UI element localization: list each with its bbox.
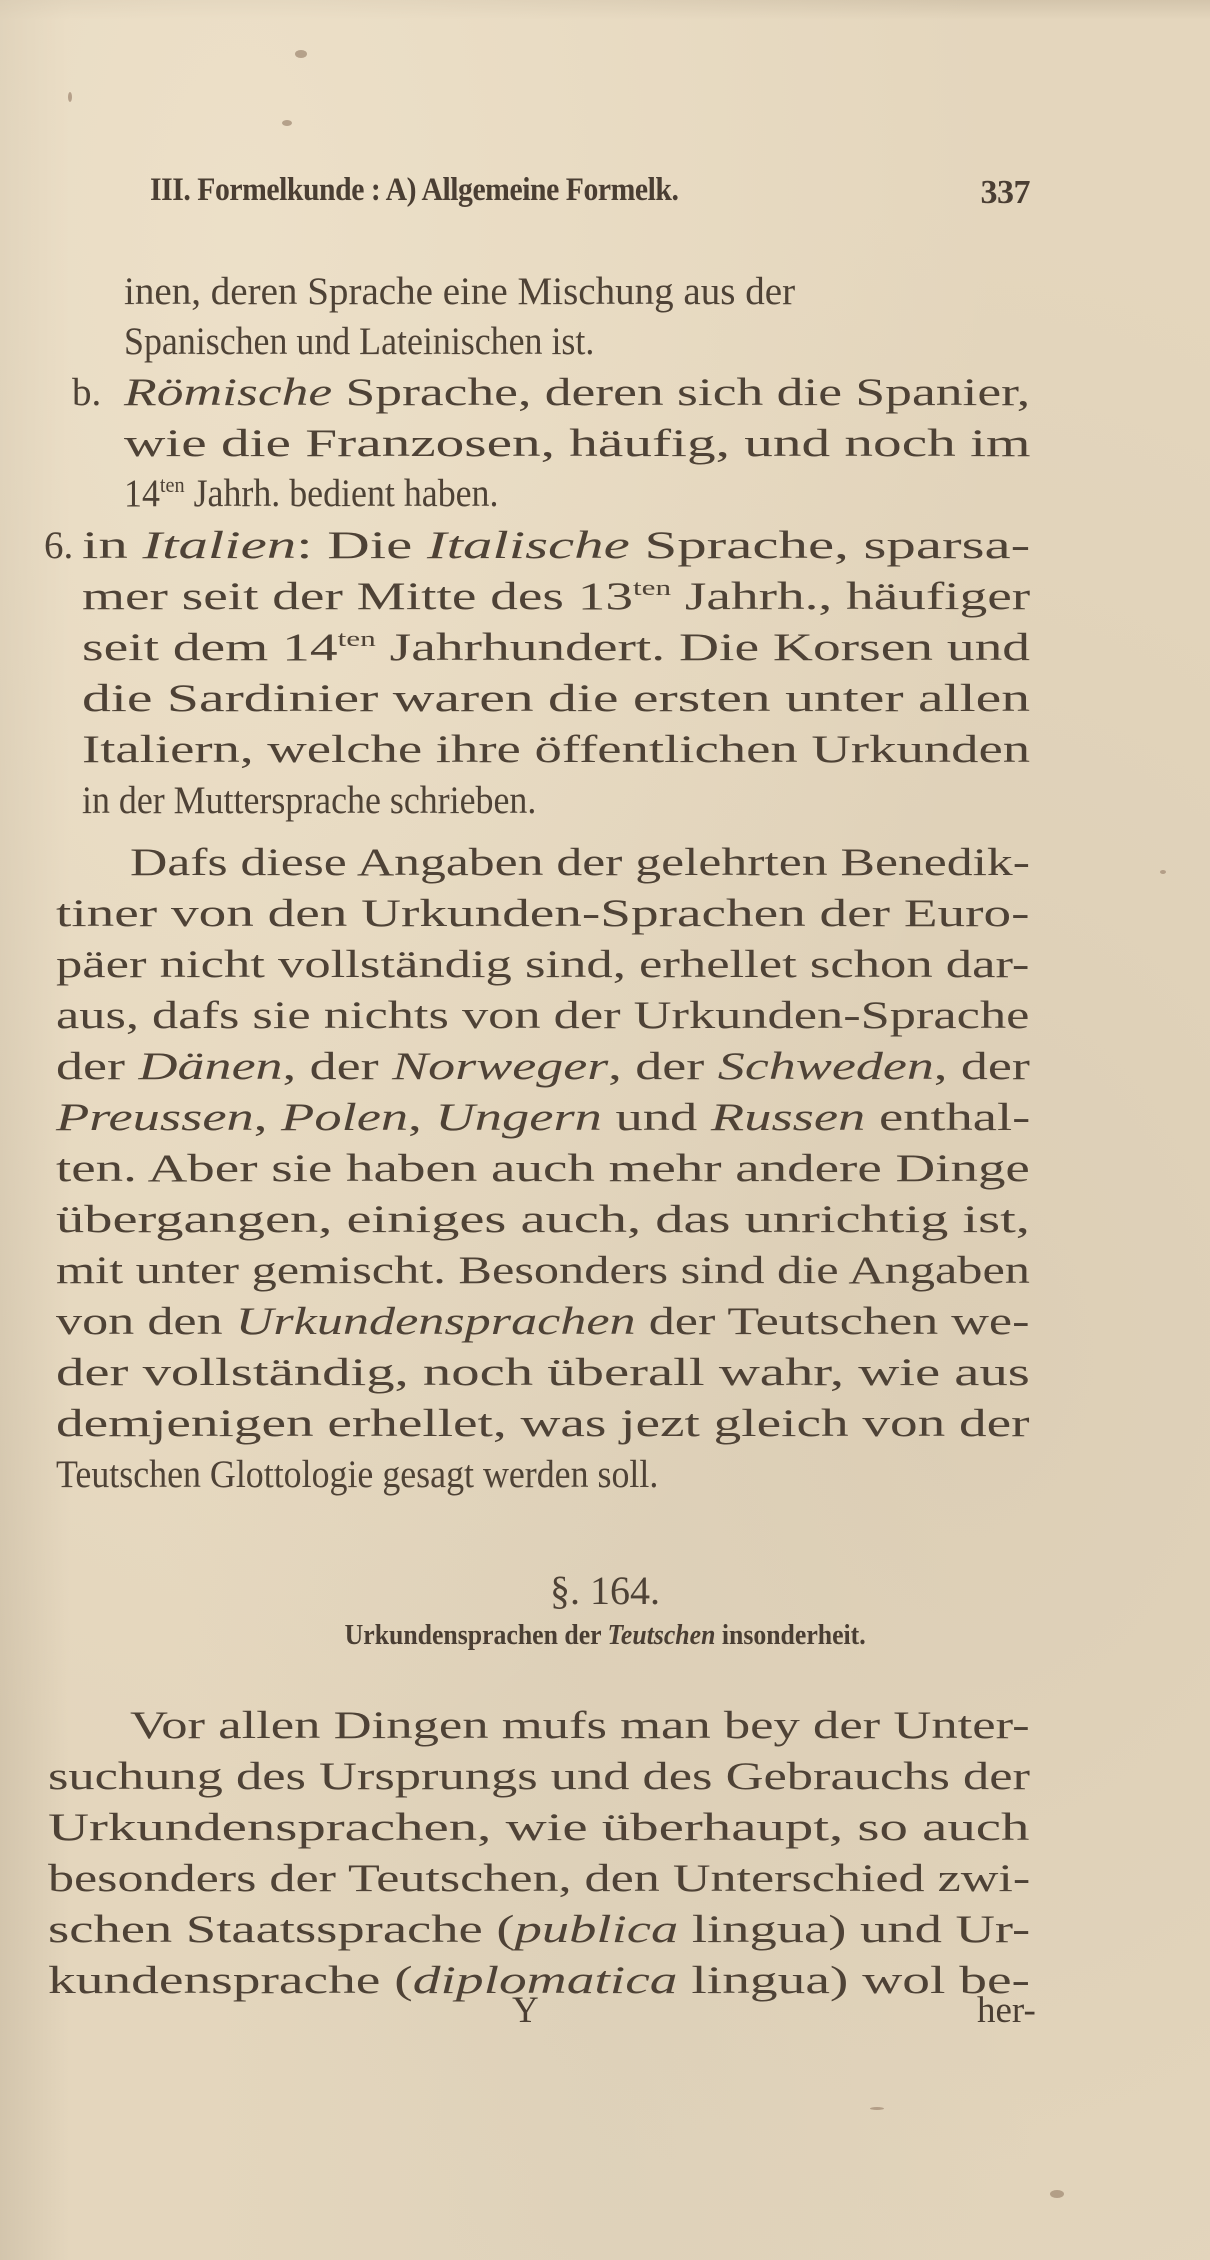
paragraph-line (56, 1297, 1029, 1347)
line-text: kundensprache ( (48, 1959, 413, 2002)
line-text: von den (56, 1300, 236, 1343)
line-text: seit dem (82, 626, 283, 669)
paragraph-line (56, 1399, 1030, 1449)
paper-speck (295, 50, 307, 58)
running-head (150, 172, 1030, 216)
text-line (82, 776, 536, 826)
line-text: in der Muttersprache schrieben. (82, 779, 537, 822)
paper-speck (1160, 870, 1166, 874)
line-text: Jahrh. bedient haben. (184, 472, 499, 515)
paragraph-line (130, 838, 1030, 888)
line-text: mer seit der Mitte des (82, 575, 578, 618)
line-text: suchung des Ursprungs und des Gebrauchs der (48, 1755, 1031, 1798)
italic-term: Ungern (435, 1096, 602, 1139)
text-line (82, 725, 1030, 775)
text-line (124, 419, 1031, 469)
line-text: der (56, 1045, 139, 1088)
line-text: inen, deren Sprache eine Mischung aus der (124, 270, 796, 313)
italic-term: Römische (124, 371, 333, 414)
line-text: Dafs diese Angaben der gelehrten Benedik- (130, 841, 1030, 884)
text-line (82, 623, 1030, 673)
italic-term: Italische (427, 524, 630, 567)
line-text: der vollständig, noch überall wahr, wie aus (56, 1351, 1030, 1394)
line-text: Italiern, welche ihre öffentlichen Urkunden (82, 728, 1031, 771)
text-line (124, 267, 1030, 317)
section-title (0, 1620, 1210, 1652)
line-text: enthal- (865, 1096, 1031, 1139)
text-line (124, 317, 594, 367)
paper-speck (1050, 2190, 1064, 2198)
italic-term: Urkundensprachen (235, 1300, 636, 1343)
italic-term: Polen (281, 1096, 409, 1139)
ordinal-number: 14 (124, 472, 160, 515)
ordinal-number: 13 (577, 575, 633, 618)
italic-term: Dänen (138, 1045, 283, 1088)
italic-term: diplomatica (412, 1959, 678, 2002)
line-text: , der (608, 1045, 718, 1088)
paper-speck (68, 92, 72, 102)
line-text: demjenigen erhellet, was jezt gleich von der (56, 1402, 1030, 1445)
italic-term: Norweger (392, 1045, 609, 1088)
ordinal-suffix: ten (632, 575, 672, 600)
line-text: in (82, 524, 143, 567)
paragraph-line (56, 889, 1030, 939)
text-line (82, 674, 1030, 724)
ordinal-suffix: ten (159, 472, 185, 497)
line-text: : Die (296, 524, 428, 567)
running-head-title: III. Formelkunde : A) Allgemeine Formelk. (150, 172, 679, 208)
italic-term: publica (514, 1908, 679, 1951)
paragraph-line (56, 1348, 1030, 1398)
italic-term: Russen (710, 1096, 866, 1139)
paragraph-line (56, 940, 1029, 990)
ordinal-number: 14 (282, 626, 338, 669)
line-text: die Sardinier waren die ersten unter allen (82, 677, 1031, 720)
line-text: der Teutschen we- (635, 1300, 1030, 1343)
paragraph-line (48, 1803, 1029, 1853)
line-text: Jahrh., häufiger (671, 575, 1031, 618)
list-label-b: b. (72, 371, 102, 414)
paper-speck (870, 2107, 884, 2110)
catchword: her- (977, 1990, 1036, 2031)
paragraph-line (56, 1246, 1030, 1296)
line-text: Jahrhundert. Die Korsen und (375, 626, 1031, 669)
line-text: Sprache, sparsa- (629, 524, 1031, 567)
paper-speck (282, 120, 292, 126)
line-text: Spanischen und Lateinischen ist. (124, 320, 595, 363)
section-title-text: insonderheit. (715, 1620, 866, 1651)
line-text: und (601, 1096, 711, 1139)
signature-mark: Y (512, 1990, 539, 2031)
line-text: tiner von den Urkunden-Sprachen der Euro- (56, 892, 1030, 935)
line-text: Urkundensprachen, wie überhaupt, so auch (48, 1806, 1030, 1849)
line-text: , der (933, 1045, 1030, 1088)
line-text: , der (282, 1045, 393, 1088)
paragraph-line (56, 1042, 1030, 1092)
list-label-6: 6. (44, 524, 74, 567)
text-line (82, 521, 1030, 571)
line-text: Sprache, deren sich die Spanier, (332, 371, 1031, 414)
line-text: wie die Franzosen, häufig, und noch im (124, 422, 1031, 465)
line-text: , (408, 1096, 436, 1139)
italic-term: Italien (142, 524, 297, 567)
line-text: Vor allen Dingen mufs man bey der Unter- (130, 1704, 1030, 1747)
paragraph-line (130, 1701, 1030, 1751)
paragraph-line (48, 1956, 1030, 2006)
paragraph-line (48, 1752, 1030, 1802)
line-text: Teutschen Glottologie gesagt werden soll. (56, 1453, 659, 1496)
text-line (124, 469, 498, 519)
paragraph-line (48, 1905, 1030, 1955)
italic-term: Schweden (717, 1045, 934, 1088)
paragraph-line (56, 991, 1029, 1041)
section-title-italic: Teutschen (607, 1620, 716, 1651)
ordinal-suffix: ten (337, 626, 376, 651)
italic-term: Preussen (56, 1096, 254, 1139)
line-text: lingua) und Ur- (678, 1908, 1031, 1951)
line-text: lingua) wol be- (677, 1959, 1030, 2002)
line-text: päer nicht vollständig sind, erhellet schon dar- (56, 943, 1030, 986)
paragraph-line (48, 1854, 1030, 1904)
paragraph-line (56, 1093, 1030, 1143)
text-line (124, 368, 1030, 418)
section-number: §. 164. (550, 1568, 660, 1613)
line-text: ten. Aber sie haben auch mehr andere Dinge (56, 1147, 1030, 1190)
section-title-text: Urkundensprachen der (344, 1620, 608, 1651)
text-line (82, 572, 1030, 622)
line-text: mit unter gemischt. Besonders sind die Angaben (56, 1249, 1030, 1292)
line-text: , (253, 1096, 282, 1139)
paragraph-line (56, 1144, 1030, 1194)
paragraph-line (56, 1195, 1030, 1245)
line-text: aus, dafs sie nichts von der Urkunden-Sprache (56, 994, 1030, 1037)
page-number: 337 (980, 174, 1030, 211)
line-text: besonders der Teutschen, den Unterschied zwi- (48, 1857, 1031, 1900)
line-text: schen Staatssprache ( (48, 1908, 515, 1951)
paragraph-line (56, 1450, 658, 1500)
line-text: übergangen, einiges auch, das unrichtig ist, (56, 1198, 1030, 1241)
